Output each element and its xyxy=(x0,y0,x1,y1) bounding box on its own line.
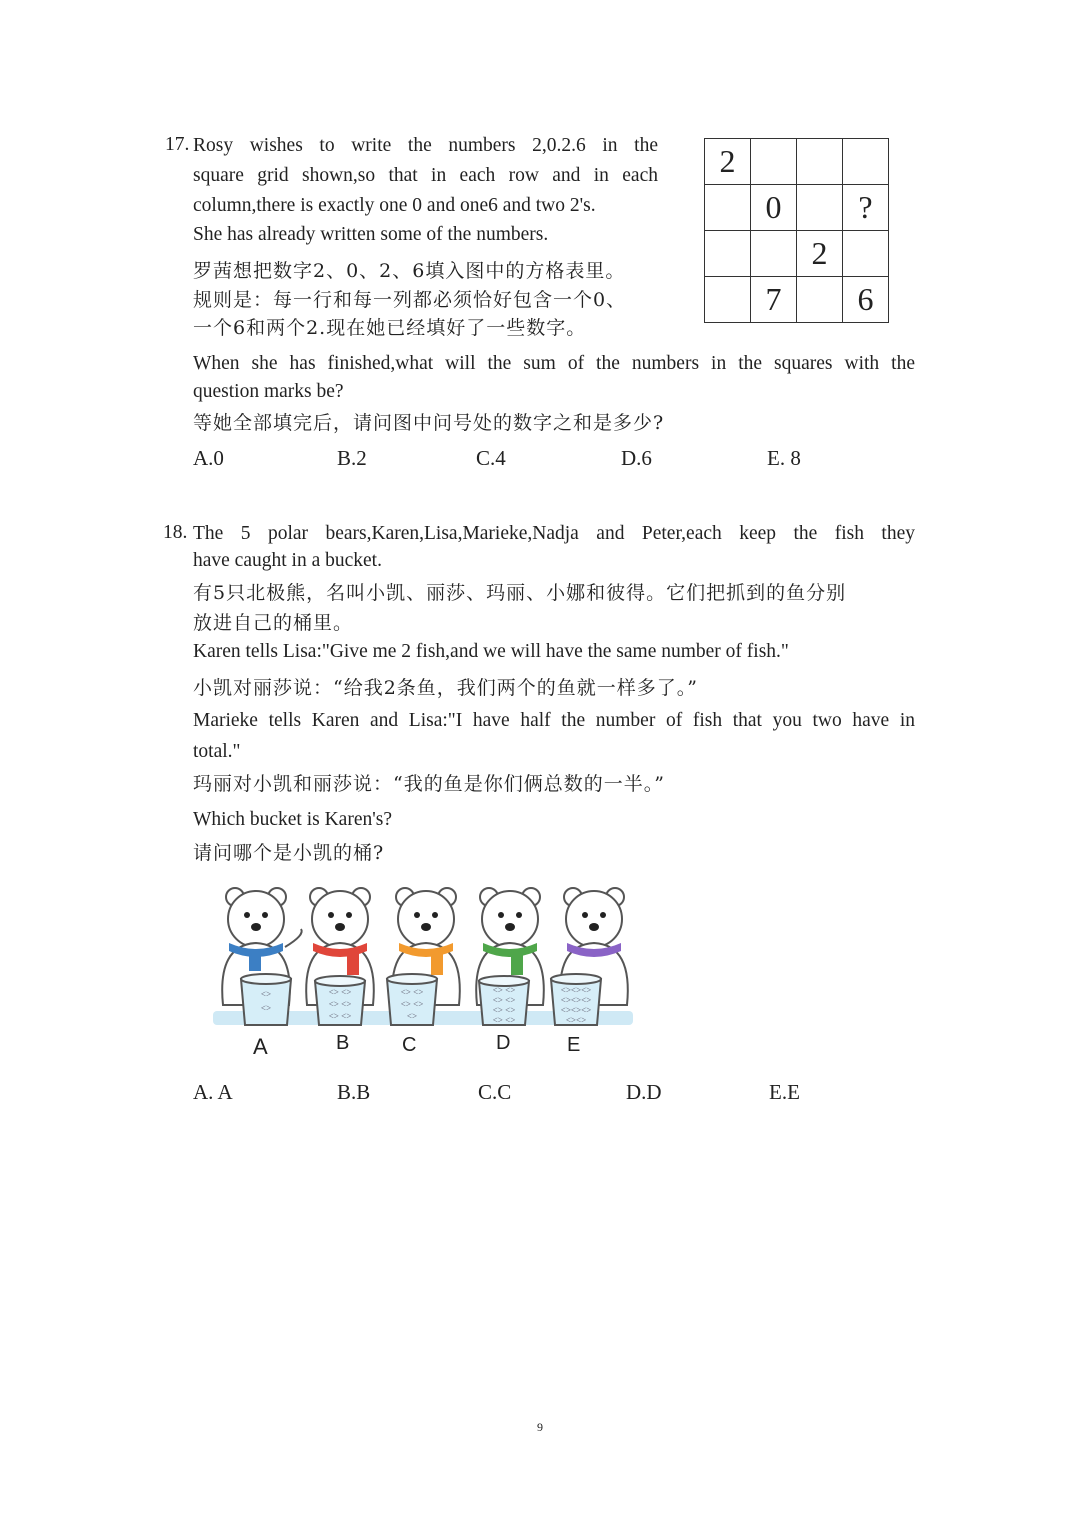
grid-cell xyxy=(705,185,751,231)
grid-cell xyxy=(705,231,751,277)
svg-text:<> <>: <> <> xyxy=(400,987,424,997)
q17-question-line: When she has finished,what will the sum of the numbers in the squares with the xyxy=(193,353,915,374)
svg-text:<><><>: <><><> xyxy=(560,1005,592,1015)
q18-marieke-statement-cn: 玛丽对小凯和丽莎说：“我的鱼是你们俩总数的一半。” xyxy=(193,773,665,795)
q18-text-line: have caught in a bucket. xyxy=(193,550,382,571)
bucket-e xyxy=(551,974,601,1025)
bucket-label-e: E xyxy=(567,1034,581,1056)
q17-text-line: Rosy wishes to write the numbers 2,0.2.6 in the xyxy=(193,135,658,156)
q18-text-line: The 5 polar bears,Karen,Lisa,Marieke,Nadja and Peter,each keep the fish they xyxy=(193,523,915,544)
q18-question: Which bucket is Karen's? xyxy=(193,809,392,830)
q18-option-c[interactable]: C.C xyxy=(478,1080,512,1104)
bucket-label-a: A xyxy=(253,1034,268,1059)
grid-cell: 2 xyxy=(705,139,751,185)
grid-cell: 0 xyxy=(751,185,797,231)
q17-cn-line: 规则是：每一行和每一列都必须恰好包含一个0、 xyxy=(193,289,627,311)
polar-bears-illustration xyxy=(205,885,645,1035)
svg-text:<> <>: <> <> xyxy=(328,987,352,997)
q17-option-c[interactable]: C.4 xyxy=(476,446,506,470)
bucket-label-b: B xyxy=(336,1032,350,1054)
svg-text:<> <>: <> <> xyxy=(400,999,424,1009)
grid-cell xyxy=(751,231,797,277)
q17-cn-line: 罗茜想把数字2、0、2、6填入图中的方格表里。 xyxy=(193,260,626,282)
q17-text-line: She has already written some of the numbers. xyxy=(193,224,549,245)
q18-cn-line: 放进自己的桶里。 xyxy=(193,612,354,634)
page-number: 9 xyxy=(537,1420,543,1434)
bucket-label-d: D xyxy=(496,1032,511,1054)
grid-cell: 7 xyxy=(751,277,797,323)
svg-text:<> <>: <> <> xyxy=(492,1015,516,1025)
bucket-c xyxy=(387,974,437,1025)
q18-option-b[interactable]: B.B xyxy=(337,1080,371,1104)
q17-text-line: square grid shown,so that in each row and in each xyxy=(193,165,658,186)
grid-cell xyxy=(843,231,889,277)
svg-text:<>: <> xyxy=(406,1011,418,1021)
grid-cell: 2 xyxy=(797,231,843,277)
svg-text:<>: <> xyxy=(260,989,272,999)
q18-option-a[interactable]: A. A xyxy=(193,1080,233,1104)
svg-text:<> <>: <> <> xyxy=(492,995,516,1005)
svg-text:<> <>: <> <> xyxy=(492,985,516,995)
number-grid xyxy=(704,138,889,323)
bucket-d xyxy=(479,976,529,1025)
q18-option-e[interactable]: E.E xyxy=(769,1080,800,1104)
q18-option-d[interactable]: D.D xyxy=(626,1080,662,1104)
q17-question-cn: 等她全部填完后，请问图中问号处的数字之和是多少? xyxy=(193,412,665,434)
q17-cn-line: 一个6和两个2.现在她已经填好了一些数字。 xyxy=(193,317,587,339)
svg-text:<><>: <><> xyxy=(565,1015,587,1025)
svg-text:<> <>: <> <> xyxy=(328,999,352,1009)
q18-karen-statement-cn: 小凯对丽莎说：“给我2条鱼，我们两个的鱼就一样多了。” xyxy=(193,677,699,699)
q18-marieke-statement: total." xyxy=(193,741,241,762)
q17-option-b[interactable]: B.2 xyxy=(337,446,367,470)
grid-cell: 6 xyxy=(843,277,889,323)
question-18-number: 18. xyxy=(163,522,188,543)
q17-option-a[interactable]: A.0 xyxy=(193,446,224,470)
q17-text-line: column,there is exactly one 0 and one6 and two 2's. xyxy=(193,195,596,216)
svg-text:<>: <> xyxy=(260,1003,272,1013)
svg-text:<><><>: <><><> xyxy=(560,995,592,1005)
bucket-b xyxy=(315,976,365,1025)
grid-cell xyxy=(797,277,843,323)
q17-question-line: question marks be? xyxy=(193,381,344,402)
grid-cell xyxy=(797,185,843,231)
grid-cell: ? xyxy=(843,185,889,231)
svg-text:<> <>: <> <> xyxy=(492,1005,516,1015)
grid-cell xyxy=(843,139,889,185)
grid-cell xyxy=(705,277,751,323)
q17-option-d[interactable]: D.6 xyxy=(621,446,652,470)
svg-text:<> <>: <> <> xyxy=(328,1011,352,1021)
q17-option-e[interactable]: E. 8 xyxy=(767,446,801,470)
q18-karen-statement: Karen tells Lisa:"Give me 2 fish,and we will have the same number of fish." xyxy=(193,641,789,662)
grid-cell xyxy=(751,139,797,185)
bucket-a xyxy=(241,974,291,1025)
q18-cn-line: 有5只北极熊，名叫小凯、丽莎、玛丽、小娜和彼得。它们把抓到的鱼分别 xyxy=(193,582,847,604)
grid-cell xyxy=(797,139,843,185)
bucket-label-c: C xyxy=(402,1034,417,1056)
q18-question-cn: 请问哪个是小凯的桶? xyxy=(193,842,385,864)
q18-marieke-statement: Marieke tells Karen and Lisa:"I have half the number of fish that you two have in xyxy=(193,710,915,731)
question-17-number: 17. xyxy=(165,134,190,155)
svg-text:<><><>: <><><> xyxy=(560,985,592,995)
